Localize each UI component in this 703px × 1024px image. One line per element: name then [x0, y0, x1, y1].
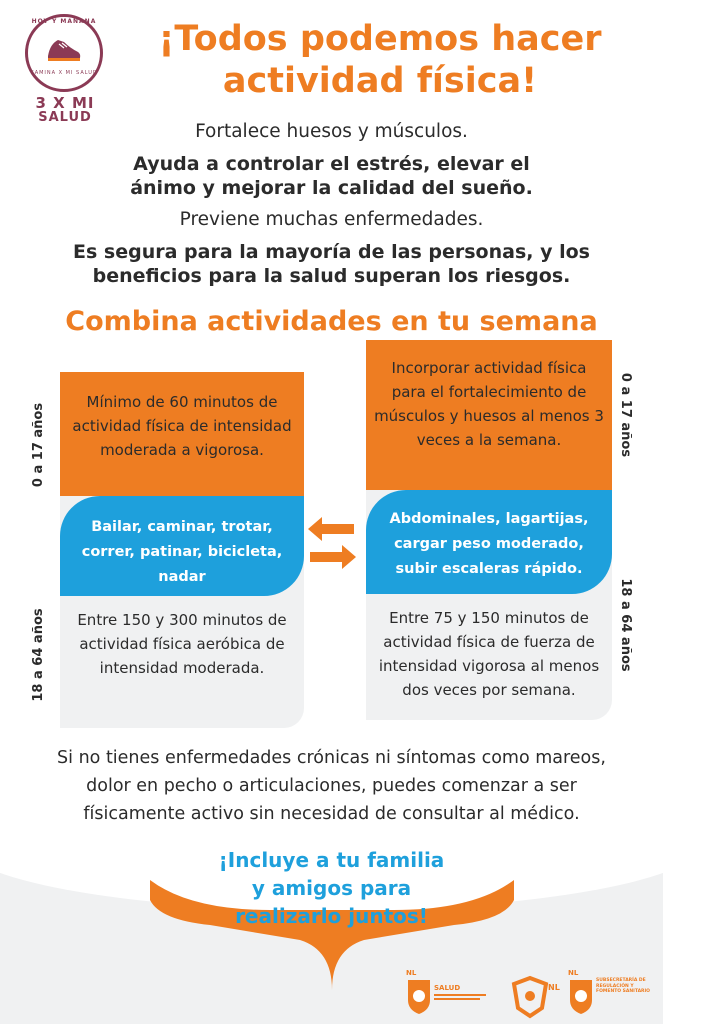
left-card-gray-text: Entre 150 y 300 minutos de actividad física aeróbica de intensidad moderada.: [77, 611, 287, 677]
svg-text:NL: NL: [406, 969, 417, 977]
right-card-gray-text: Entre 75 y 150 minutos de actividad física de fuerza de intensidad vigorosa al menos dos veces por semana.: [378, 609, 600, 699]
svg-text:SALUD: SALUD: [434, 984, 461, 992]
left-age-top-label: [22, 400, 52, 490]
shoe-icon: [44, 34, 82, 64]
logo-line1: 3 X MI: [35, 94, 95, 112]
call-to-action: ¡Incluye a tu familia y amigos para realizarlo juntos!: [218, 848, 445, 928]
right-card-blue-text: Abdominales, lagartijas, cargar peso moderado, subir escaleras rápido.: [389, 511, 589, 577]
benefit-1: Fortalece huesos y músculos.: [195, 121, 468, 142]
logo-line2: SALUD: [38, 110, 92, 125]
left-age-bottom-label: [22, 600, 52, 710]
svg-text:0 a 17 años: 0 a 17 años: [618, 372, 633, 458]
svg-text:18 a 64 años: 18 a 64 años: [618, 578, 633, 672]
benefit-4: Es segura para la mayoría de las personas, y los beneficios para la salud superan los riesgos.: [73, 241, 590, 287]
svg-text:0 a 17 años: 0 a 17 años: [31, 402, 46, 488]
subsecretaria-logo: NL SUBSECRETARÍA DE REGULACIÓN Y FOMENTO SANITARIO: [566, 966, 658, 1016]
nl-emblem-logo: [510, 974, 558, 1020]
benefit-3: Previene muchas enfermedades.: [179, 209, 484, 230]
left-card-blue-text: Bailar, caminar, trotar, correr, patinar, bicicleta, nadar: [81, 519, 283, 585]
exchange-arrows-icon: [308, 517, 356, 569]
page-title: ¡Todos podemos hacer actividad física!: [158, 19, 602, 101]
svg-text:18 a 64 años: 18 a 64 años: [31, 608, 46, 702]
left-card-orange-text: Mínimo de 60 minutos de actividad física de intensidad moderada a vigorosa.: [72, 393, 292, 459]
salud-nl-logo: [404, 966, 494, 1016]
section-subtitle: Combina actividades en tu semana: [65, 306, 598, 337]
right-card-orange-text: Incorporar actividad física para el fortalecimiento de músculos y huesos al menos 3 veces a la semana.: [374, 359, 604, 449]
footer-note: Si no tienes enfermedades crónicas ni síntomas como mareos, dolor en pecho o articulaciones, puedes comenzar a ser físicamente activo sin necesidad de consultar al médico.: [57, 748, 606, 824]
svg-text:NL: NL: [548, 983, 560, 992]
benefit-2: Ayuda a controlar el estrés, elevar el ánimo y mejorar la calidad del sueño.: [130, 153, 533, 199]
right-age-bottom-label: [612, 570, 642, 680]
logo-arc-bottom: CAMINA X MI SALUD: [30, 70, 98, 76]
right-age-top-label: [612, 370, 642, 460]
svg-text:NL: NL: [568, 969, 579, 977]
logo-arc-top: HOY Y MAÑANA: [31, 18, 97, 25]
